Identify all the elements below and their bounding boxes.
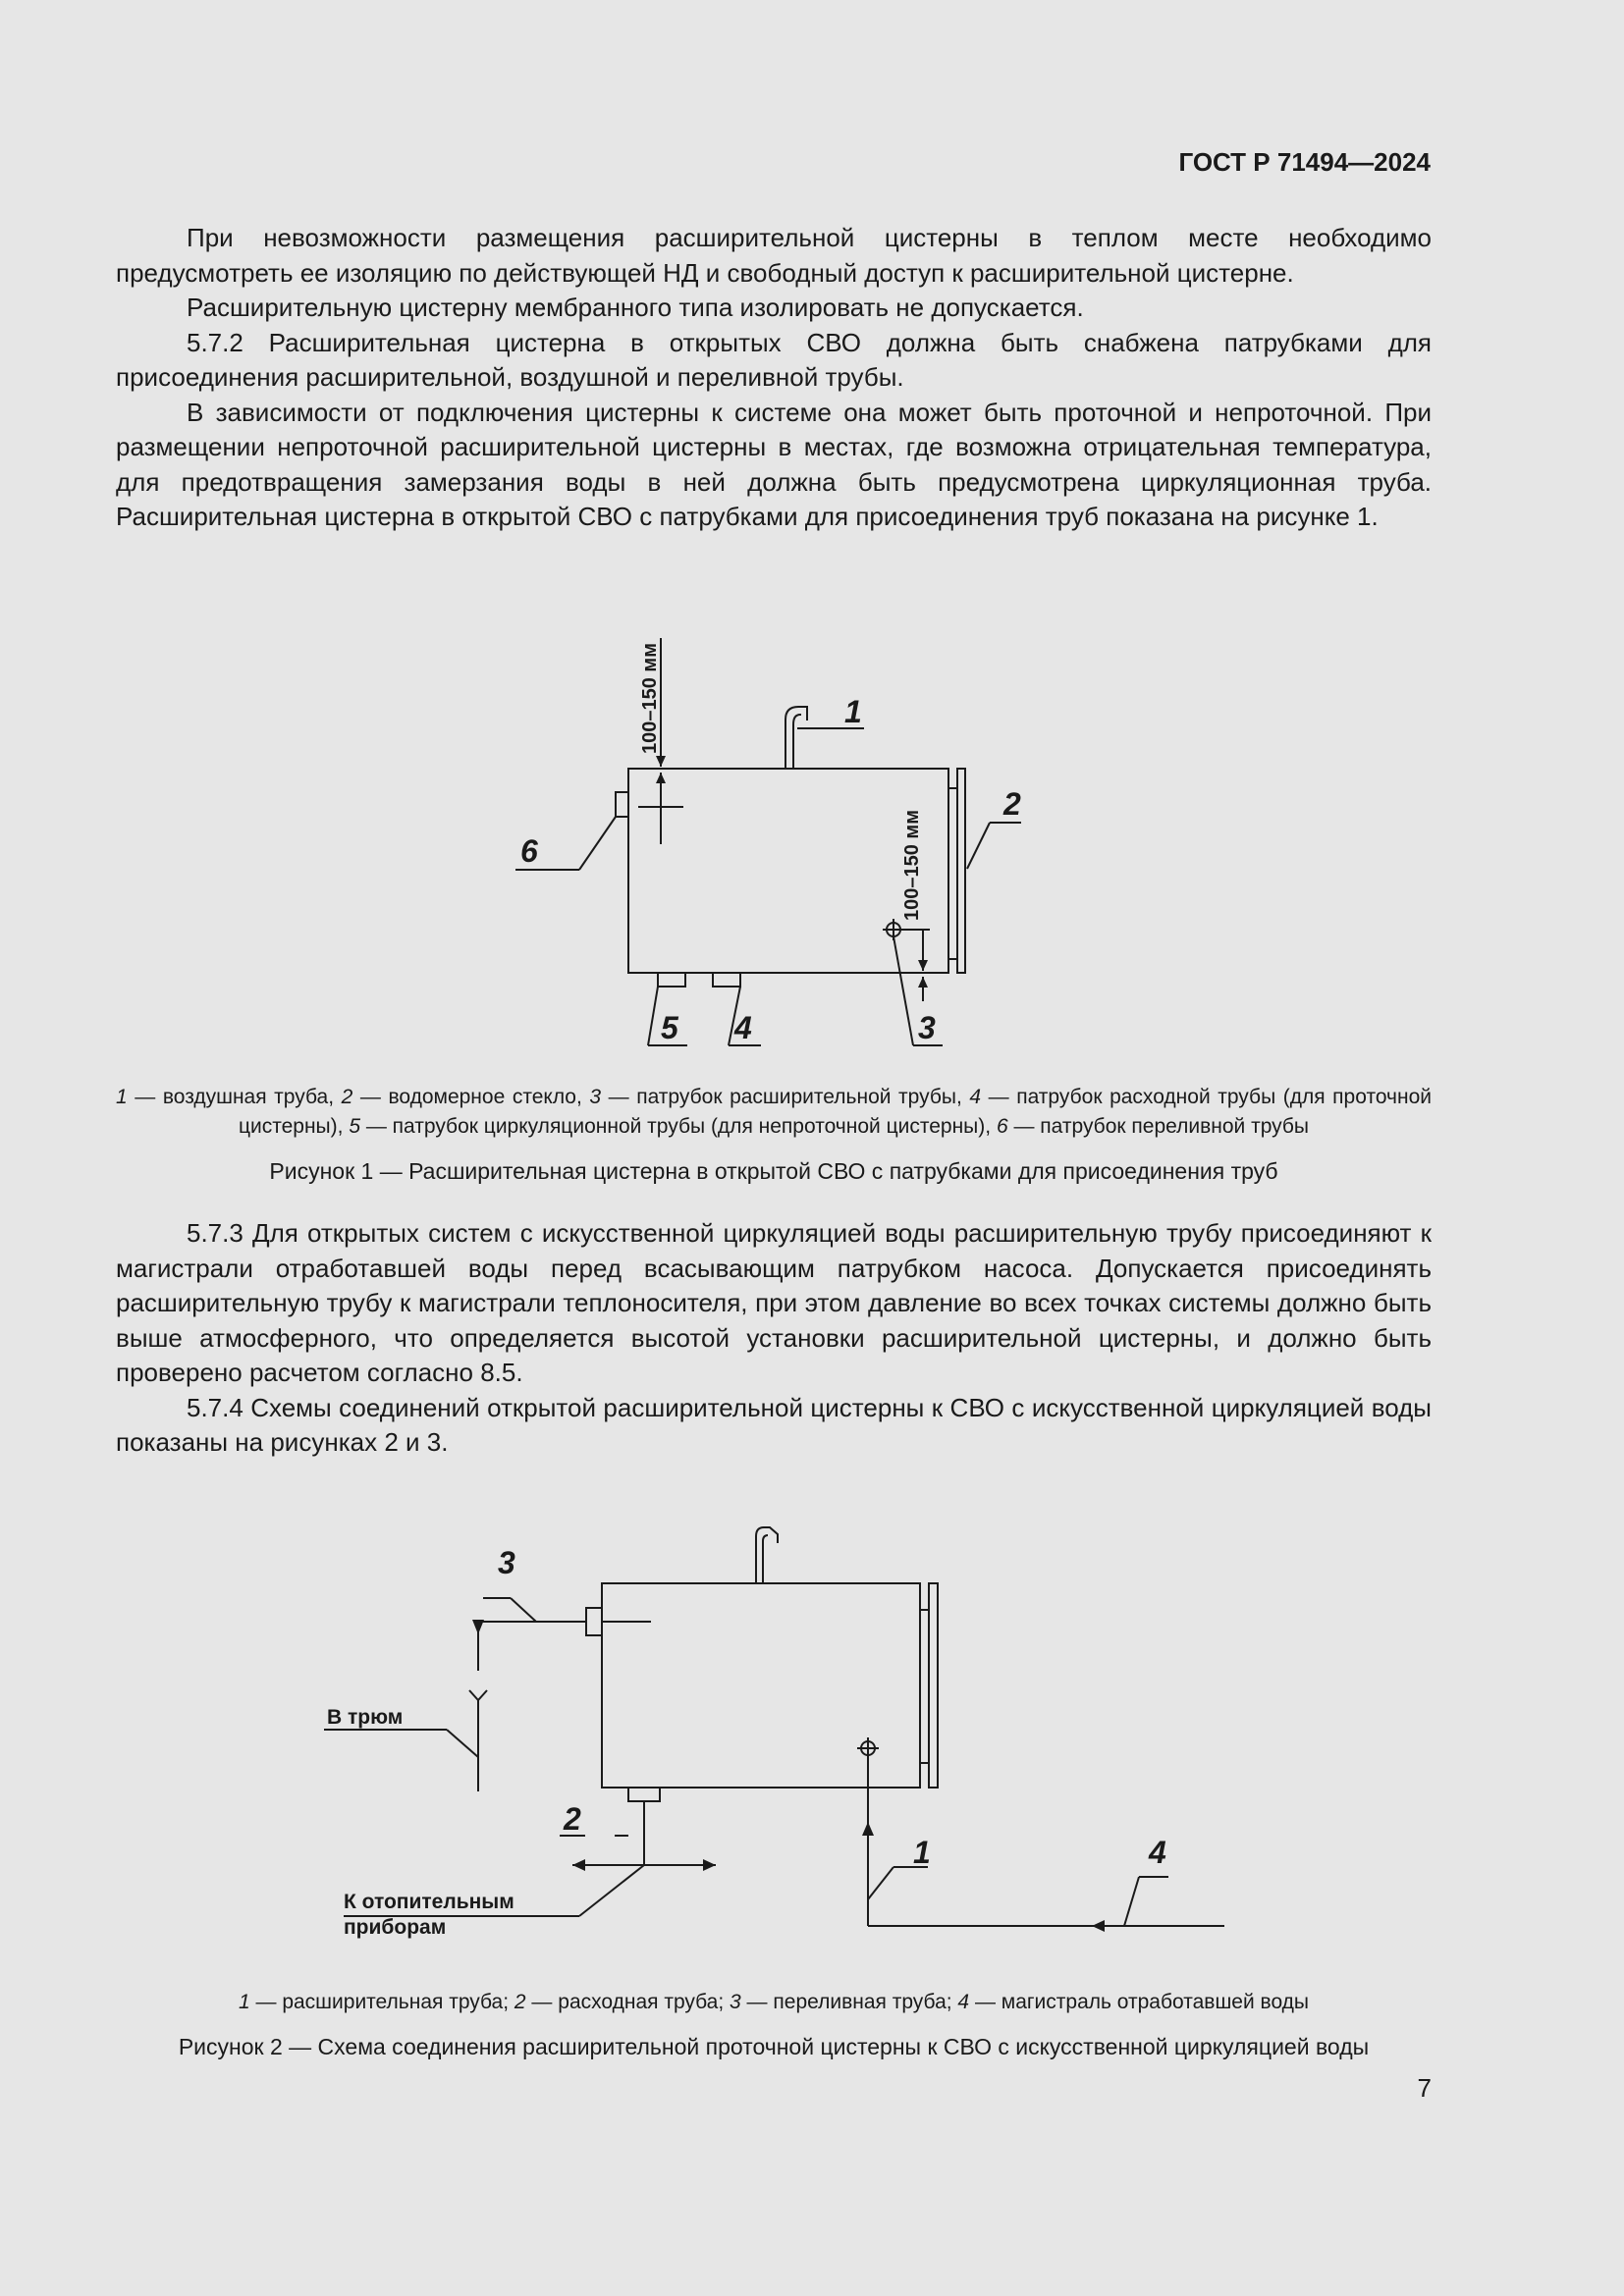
legend-item: 3 — патрубок расширительной трубы, — [589, 1086, 970, 1108]
dim-right-label: 100–150 мм — [901, 809, 923, 921]
label-1: 1 — [844, 694, 862, 729]
to-heaters-label-line1: К отопительным — [344, 1891, 514, 1913]
paragraph: 5.7.4 Схемы соединений открытой расширительной цистерны к СВО с искусственной циркуляцией воды показаны на рисунках 2 и 3. — [116, 1392, 1432, 1457]
outlet-nozzle — [713, 973, 740, 987]
dim-top-label: 100–150 мм — [639, 642, 661, 754]
label-2: 2 — [1003, 786, 1021, 822]
legend-item: 3 — переливная труба; — [730, 1991, 958, 2013]
label-2: 2 — [564, 1801, 581, 1837]
figure-1-caption: Рисунок 1 — Расширительная цистерна в открытой СВО с патрубками для присоединения труб — [269, 1158, 1278, 1184]
to-hold-label: В трюм — [327, 1706, 404, 1729]
paragraph: Расширительную цистерну мембранного типа изолировать не допускается. — [187, 293, 1084, 322]
label-1: 1 — [913, 1835, 931, 1870]
paragraph: При невозможности размещения расширительной цистерны в теплом месте необходимо предусмотреть ее изоляцию по действующей НД и свободный доступ к расширительной цистерне. — [116, 223, 1432, 288]
figure-1-drawing — [0, 618, 1624, 1070]
figure-1-legend — [116, 1083, 1432, 1142]
figure-1 — [0, 618, 1624, 1070]
standard-code: ГОСТ Р 71494—2024 — [1178, 147, 1431, 177]
label-3: 3 — [498, 1545, 515, 1580]
legend-item: 1 — расширительная труба; — [238, 1991, 514, 2013]
paragraph: 5.7.2 Расширительная цистерна в открытых СВО должна быть снабжена патрубками для присоединения расширительной, воздушной и переливной трубы. — [116, 327, 1432, 392]
legend-item: 5 — патрубок циркуляционной трубы (для непроточной цистерны), — [349, 1115, 997, 1138]
tank-body — [602, 1583, 920, 1788]
label-4: 4 — [1149, 1835, 1166, 1870]
section-2-text — [116, 1216, 1432, 1461]
to-heaters-label-line2: приборам — [344, 1916, 447, 1939]
overflow-nozzle — [616, 792, 628, 817]
outlet-nozzle — [628, 1788, 660, 1801]
legend-item: 4 — патрубок расходной трубы (для проточной цистерны), — [238, 1086, 1432, 1138]
label-4: 4 — [734, 1010, 752, 1045]
legend-item: 2 — водомерное стекло, — [341, 1086, 590, 1108]
legend-item: 6 — патрубок переливной трубы — [996, 1115, 1310, 1138]
legend-item: 2 — расходная труба; — [514, 1991, 731, 2013]
section-1-text — [116, 221, 1432, 535]
paragraph: 5.7.3 Для открытых систем с искусственной циркуляцией воды расширительную трубу присоединяют к магистрали отработавшей воды перед всасывающим патрубком насоса. Допускается присоединять расширительную трубу к магистрали теплоносителя, при этом давление во всех точках системы должно быть выше атмосферного, что определяется высотой установки расширительной цистерны, и должно быть проверено расчетом согласно 8.5. — [116, 1218, 1432, 1387]
figure-2-legend — [116, 1988, 1432, 2017]
page-number: 7 — [1417, 2073, 1432, 2103]
circulation-nozzle — [658, 973, 685, 987]
label-3: 3 — [918, 1010, 936, 1045]
figure-2 — [0, 1512, 1624, 1963]
label-6: 6 — [520, 833, 538, 869]
paragraph: В зависимости от подключения цистерны к системе она может быть проточной и непроточной. При размещении непроточной расширительной цистерны в местах, где возможна отрицательная температура, для предотвращения замерзания воды в ней должна быть предусмотрена циркуляционная труба. Расширительная цистерна в открытой СВО с патрубками для присоединения труб показана на рисунке 1. — [116, 397, 1432, 531]
label-5: 5 — [661, 1010, 678, 1045]
legend-item: 1 — воздушная труба, — [116, 1086, 342, 1108]
figure-2-drawing — [0, 1512, 1624, 1963]
gauge-glass — [929, 1583, 938, 1788]
overflow-nozzle — [586, 1608, 602, 1635]
figure-2-caption: Рисунок 2 — Схема соединения расширительной проточной цистерны к СВО с искусственной циркуляцией воды — [178, 2034, 1370, 2059]
gauge-glass — [957, 769, 965, 973]
legend-item: 4 — магистраль отработавшей воды — [957, 1991, 1310, 2013]
